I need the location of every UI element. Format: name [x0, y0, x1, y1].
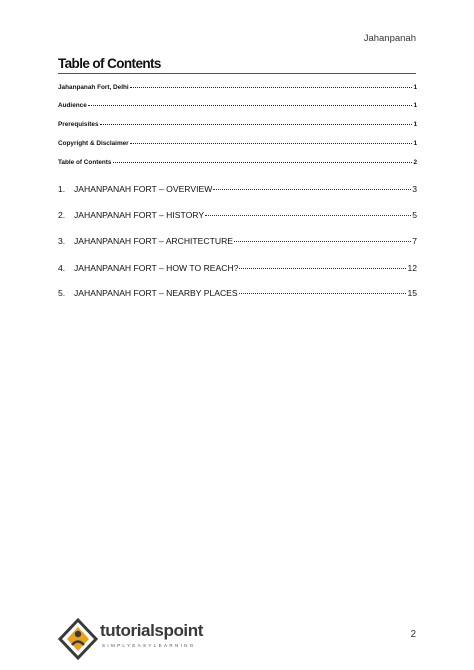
- dot-leader: [130, 87, 413, 88]
- chapter-number: 2.: [58, 210, 66, 220]
- chapter-page: 7: [412, 236, 417, 246]
- dot-leader: [88, 105, 413, 106]
- logo-emblem-icon: [58, 618, 98, 660]
- chapter-title: JAHANPANAH FORT – HOW TO REACH?: [74, 263, 239, 273]
- chapter-page: 15: [407, 288, 417, 298]
- title-rule: [58, 73, 416, 74]
- chapter-title: JAHANPANAH FORT – OVERVIEW: [74, 184, 213, 194]
- toc-entry-label: Jahanpanah Fort, Delhi: [58, 84, 129, 91]
- chapter-number: 4.: [58, 263, 66, 273]
- page-number: 2: [410, 629, 416, 640]
- toc-entry-label: Table of Contents: [58, 159, 112, 166]
- toc-entry-page: 1: [413, 102, 417, 109]
- toc-entry-page: 1: [413, 121, 417, 128]
- chapter-title: JAHANPANAH FORT – HISTORY: [74, 210, 205, 220]
- toc-chapter-nearby-places[interactable]: [58, 288, 417, 298]
- toc-entry-audience[interactable]: [58, 102, 417, 109]
- dot-leader: [234, 241, 411, 242]
- toc-entry-copyright-disclaimer[interactable]: [58, 140, 417, 147]
- dot-leader: [113, 162, 413, 163]
- dot-leader: [205, 215, 411, 216]
- toc-entry-label: Prerequisites: [58, 121, 99, 128]
- toc-entry-label: Copyright & Disclaimer: [58, 140, 129, 147]
- dot-leader: [239, 268, 406, 269]
- dot-leader: [239, 293, 407, 294]
- dot-leader: [213, 189, 411, 190]
- toc-chapter-overview[interactable]: [58, 184, 417, 194]
- tutorialspoint-logo: [58, 618, 208, 660]
- chapter-title: JAHANPANAH FORT – NEARBY PLACES: [74, 288, 238, 298]
- chapter-page: 5: [412, 210, 417, 220]
- chapter-number: 1.: [58, 184, 66, 194]
- page-title: Table of Contents: [58, 56, 161, 71]
- logo-wordmark: tutorialspoint: [100, 621, 203, 640]
- chapter-page: 3: [412, 184, 417, 194]
- logo-tagline: SIMPLYEASYLEARNING: [102, 643, 196, 648]
- chapter-title: JAHANPANAH FORT – ARCHITECTURE: [74, 236, 234, 246]
- dot-leader: [100, 124, 413, 125]
- chapter-number: 5.: [58, 288, 66, 298]
- toc-chapter-how-to-reach[interactable]: [58, 263, 417, 273]
- toc-chapter-history[interactable]: [58, 210, 417, 220]
- toc-entry-prerequisites[interactable]: [58, 121, 417, 128]
- toc-chapter-architecture[interactable]: [58, 236, 417, 246]
- toc-entry-table-of-contents[interactable]: [58, 159, 417, 166]
- chapter-number: 3.: [58, 236, 66, 246]
- toc-entry-page: 1: [413, 84, 417, 91]
- toc-entry-page: 1: [413, 140, 417, 147]
- chapter-page: 12: [407, 263, 417, 273]
- dot-leader: [130, 143, 413, 144]
- toc-entry-jahanpanah-fort-delhi[interactable]: [58, 84, 417, 91]
- running-header: Jahanpanah: [363, 33, 416, 44]
- toc-entry-page: 2: [413, 159, 417, 166]
- toc-entry-label: Audience: [58, 102, 87, 109]
